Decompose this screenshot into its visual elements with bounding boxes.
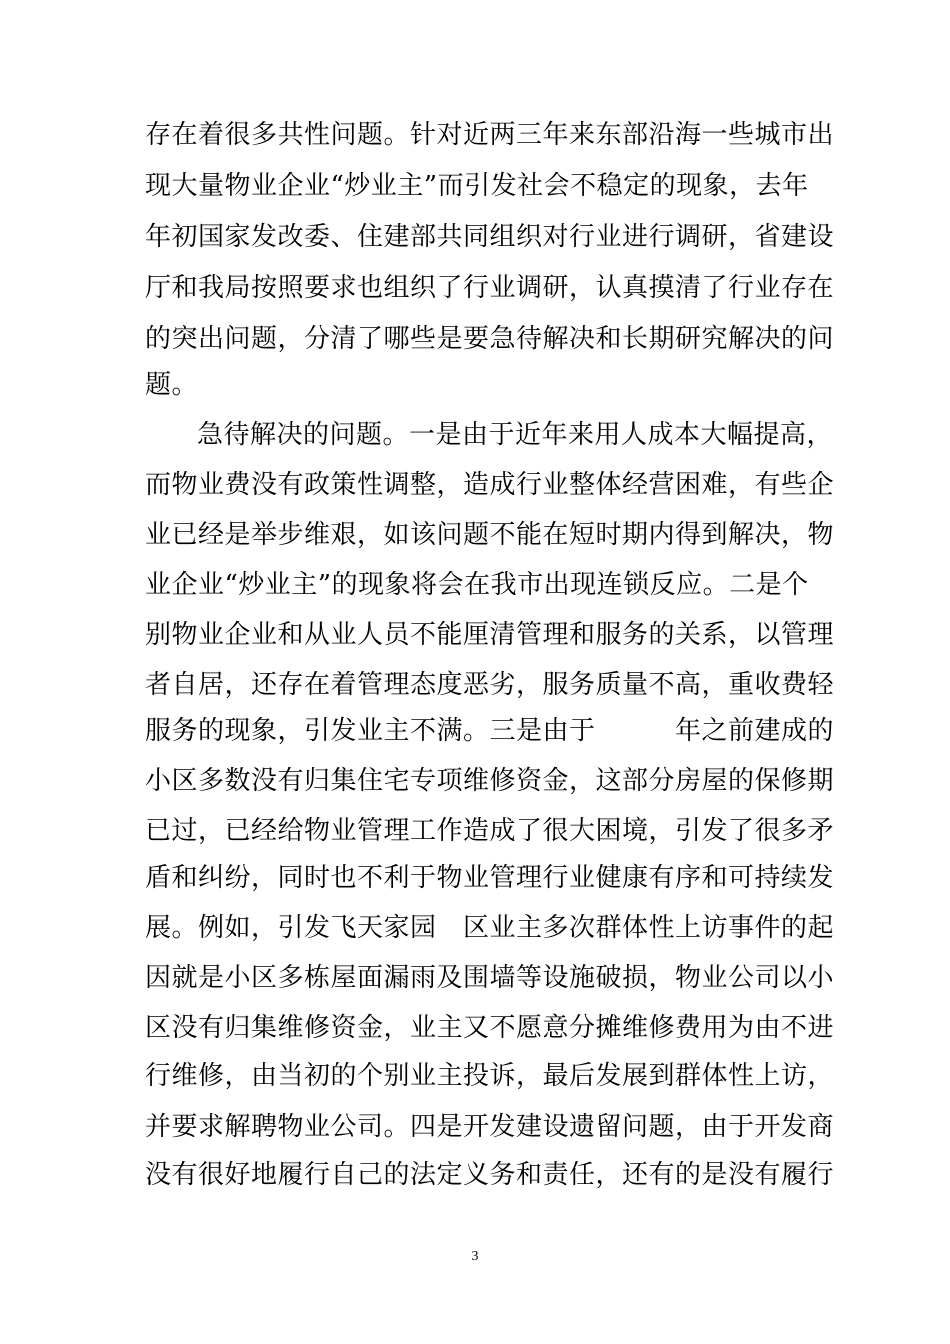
text-line: 而物业费没有政策性调整，造成行业整体经营困难，有些企: [145, 470, 835, 500]
text-line: 者自居，还存在着管理态度恶劣，服务质量不高，重收费轻: [145, 670, 835, 700]
text-line: 区没有归集维修资金，业主又不愿意分摊维修费用为由不进: [145, 1013, 835, 1043]
text-line: 并要求解聘物业公司。四是开发建设遗留问题，由于开发商: [145, 1112, 835, 1142]
text-line: 业企业“炒业主”的现象将会在我市出现连锁反应。二是个: [145, 570, 809, 600]
text-line: 展。例如，引发飞天家园 区业主多次群体性上访事件的起: [145, 913, 835, 943]
text-line: 题。: [145, 370, 199, 400]
text-line: 业已经是举步维艰，如该问题不能在短时期内得到解决，物: [145, 520, 835, 550]
text-line: 因就是小区多栋屋面漏雨及围墙等设施破损，物业公司以小: [145, 963, 835, 993]
text-line: 别物业企业和从业人员不能厘清管理和服务的关系，以管理: [145, 620, 835, 650]
text-line: 已过，已经给物业管理工作造成了很大困境，引发了很多矛: [145, 816, 835, 846]
text-line: 的突出问题，分清了哪些是要急待解决和长期研究解决的问: [145, 324, 835, 354]
text-line: 小区多数没有归集住宅专项维修资金，这部分房屋的保修期: [145, 766, 835, 796]
page-number: 3: [471, 1249, 479, 1264]
text-line: 急待解决的问题。一是由于近年来用人成本大幅提高，: [197, 420, 834, 450]
text-line: 行维修，由当初的个别业主投诉，最后发展到群体性上访，: [145, 1061, 835, 1091]
text-line: 服务的现象，引发业主不满。三是由于 年之前建成的: [145, 716, 835, 746]
text-line: 存在着很多共性问题。针对近两三年来东部沿海一些城市出: [145, 120, 835, 150]
text-line: 盾和纠纷，同时也不利于物业管理行业健康有序和可持续发: [145, 863, 835, 893]
text-line: 现大量物业企业“炒业主”而引发社会不稳定的现象，去年: [145, 171, 809, 201]
text-line: 年初国家发改委、住建部共同组织对行业进行调研，省建设: [145, 222, 835, 252]
text-line: 厅和我局按照要求也组织了行业调研，认真摸清了行业存在: [145, 273, 835, 303]
text-line: 没有很好地履行自己的法定义务和责任，还有的是没有履行: [145, 1160, 835, 1190]
